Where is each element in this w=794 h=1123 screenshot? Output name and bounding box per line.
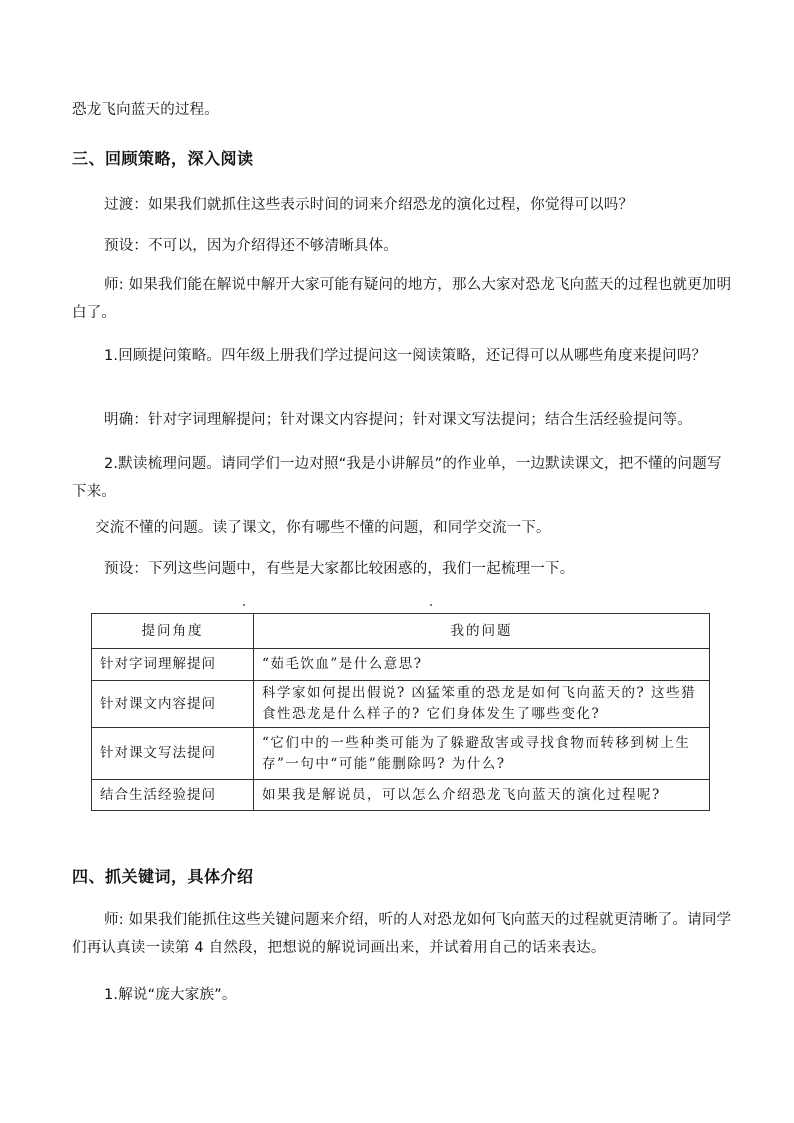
section-heading-4: 四、抓关键词，具体介绍 [72,867,254,886]
paragraph-clarify: 明确：针对字词理解提问；针对课文内容提问；针对课文写法提问；结合生活经验提问等。 [104,412,692,428]
paragraph-step-3: 1.解说“庞大家族”。 [104,987,237,1003]
scan-dot [430,604,432,606]
cell-angle: 结合生活经验提问 [92,780,254,811]
paragraph-transition: 过渡：如果我们就抓住这些表示时间的词来介绍恐龙的演化过程，你觉得可以吗？ [104,197,634,213]
paragraph-step-2: 2.默读梳理问题。请同学们一边对照“我是小讲解员”的作业单，一边默读课文，把不懂的问题写下来。 [72,456,722,500]
table-header-row [92,614,710,649]
header-question: 我的问题 [254,614,710,649]
paragraph-step-1: 1.回顾提问策略。四年级上册我们学过提问这一阅读策略，还记得可以从哪些角度来提问吗？ [104,348,707,364]
header-angle: 提问角度 [92,614,254,649]
table-row [92,728,710,780]
cell-question: 科学家如何提出假说? 凶猛笨重的恐龙是如何飞向蓝天的? 这些猎食性恐龙是什么样子的? 它们身体发生了哪些变化? [254,681,710,728]
cell-angle: 针对字词理解提问 [92,649,254,681]
table-row [92,649,710,681]
paragraph-teacher-2: 师: 如果我们能抓住这些关键问题来介绍，听的人对恐龙如何飞向蓝天的过程就更清晰了。请同学们再认真读一读第 4 自然段，把想说的解说词画出来，并试着用自己的话来表达。 [72,912,732,956]
cell-question: “它们中的一些种类可能为了躲避敌害或寻找食物而转移到树上生存”一句中“可能”能删除吗? 为什么? [254,728,710,780]
scan-dot [243,604,245,606]
cell-question: 如果我是解说员，可以怎么介绍恐龙飞向蓝天的演化过程呢? [254,780,710,811]
table-row [92,681,710,728]
section-heading-3: 三、回顾策略，深入阅读 [72,149,254,168]
cell-question: “茹毛饮血”是什么意思? [254,649,710,681]
paragraph-exchange: 交流不懂的问题。读了课文，你有哪些不懂的问题，和同学交流一下。 [95,520,551,536]
paragraph-preset-2: 预设：下列这些问题中，有些是大家都比较困惑的，我们一起梳理一下。 [104,561,575,577]
paragraph-preset-1: 预设：不可以，因为介绍得还不够清晰具体。 [104,238,398,254]
questions-table [91,613,710,811]
text-line-ending: 恐龙飞向蓝天的过程。 [72,102,219,118]
cell-angle: 针对课文写法提问 [92,728,254,780]
table-row [92,780,710,811]
cell-angle: 针对课文内容提问 [92,681,254,728]
paragraph-teacher-1: 师: 如果我们能在解说中解开大家可能有疑问的地方，那么大家对恐龙飞向蓝天的过程也就更加明白了。 [72,277,732,321]
